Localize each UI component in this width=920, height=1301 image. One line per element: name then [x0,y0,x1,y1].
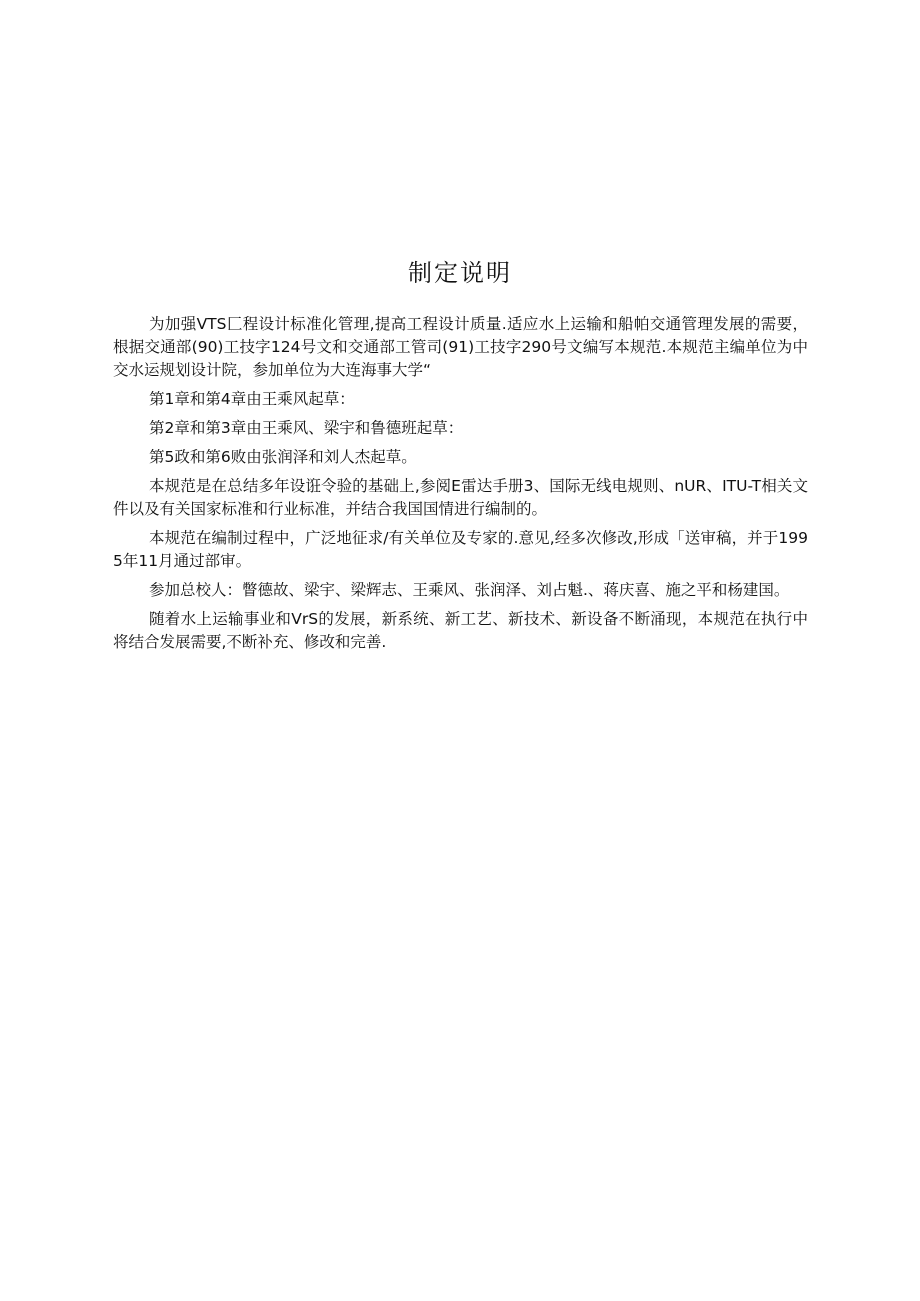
paragraph: 本规范在编制过程中，广泛地征求/有关单位及专家的.意见,经多次修改,形成「送审稿，并于1995年11月通过部审。 [113,529,808,570]
paragraph: 第2章和第3章由王乘风、梁宇和鲁德班起草： [149,419,464,437]
paragraph: 第5政和第6败由张润泽和刘人杰起草。 [149,448,417,466]
paragraph: 本规范是在总结多年设诳令验的基础上,参阅E雷达手册3、国际无线电规则、nUR、ITU-T相关文件以及有关国家标准和行业标准，并结合我国国情进行编制的。 [113,477,808,518]
document-body [113,313,808,654]
paragraph: 为加强VTS匚程设计标准化管理,提高工程设计质量.适应水上运输和船帕交通管理发展的需要，根据交通部(90)工技字124号文和交通部工管司(91)工技字290号文编写本规范.本规范主编单位为中交水运规划设计院，参加单位为大连海事大学“ [113,315,808,379]
document-title: 制定说明 [408,259,512,287]
paragraph: 随着水上运输事业和VrS的发展，新系统、新工艺、新技术、新设备不断涌现，本规范在执行中将结合发展需要,不断补充、修改和完善. [113,610,808,651]
paragraph: 参加总校人：瞥德故、梁宇、梁辉志、王乘风、张润泽、刘占魁.、蒋庆喜、施之平和杨建国。 [149,581,790,599]
paragraph: 第1章和第4章由王乘风起草： [149,390,355,408]
